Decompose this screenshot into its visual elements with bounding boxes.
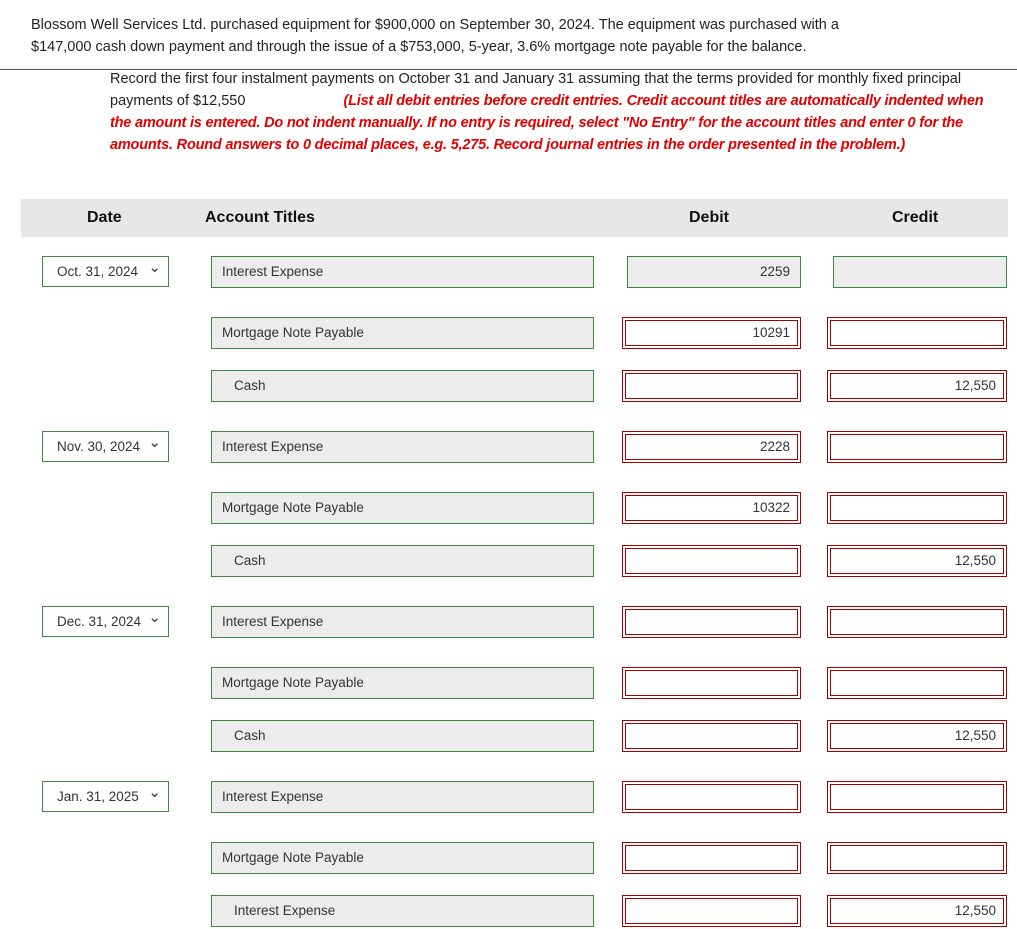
journal-row bbox=[0, 781, 1017, 815]
date-select-value: Oct. 31, 2024 bbox=[57, 264, 139, 279]
debit-amount-value: 10291 bbox=[625, 320, 798, 346]
debit-amount-input[interactable] bbox=[622, 492, 801, 524]
header-account-titles: Account Titles bbox=[205, 209, 315, 226]
journal-row bbox=[0, 895, 1017, 929]
account-title-input[interactable]: Interest Expense bbox=[211, 781, 594, 813]
account-title-input[interactable]: Mortgage Note Payable bbox=[211, 842, 594, 874]
credit-amount-value bbox=[830, 784, 1004, 810]
header-debit: Debit bbox=[689, 209, 729, 226]
date-select[interactable] bbox=[42, 431, 169, 462]
date-select-value: Jan. 31, 2025 bbox=[57, 789, 139, 804]
debit-amount-value: 10322 bbox=[625, 495, 798, 521]
credit-amount-value: 12,550 bbox=[830, 373, 1004, 399]
table-header bbox=[21, 199, 1008, 237]
account-title-input[interactable]: Interest Expense bbox=[211, 606, 594, 638]
credit-amount-input[interactable] bbox=[827, 842, 1007, 874]
debit-amount-input[interactable] bbox=[622, 317, 801, 349]
date-select[interactable] bbox=[42, 256, 169, 287]
debit-amount-input[interactable] bbox=[627, 256, 801, 288]
credit-amount-input[interactable] bbox=[833, 256, 1007, 288]
credit-amount-input[interactable] bbox=[827, 667, 1007, 699]
debit-amount-value bbox=[625, 845, 798, 871]
credit-amount-value: 12,550 bbox=[830, 898, 1004, 924]
debit-amount-value: 2259 bbox=[759, 264, 790, 279]
debit-amount-value bbox=[625, 548, 798, 574]
date-select-value: Dec. 31, 2024 bbox=[57, 614, 142, 629]
credit-amount-value bbox=[830, 609, 1004, 635]
debit-amount-input[interactable] bbox=[622, 842, 801, 874]
debit-amount-input[interactable] bbox=[622, 781, 801, 813]
debit-amount-input[interactable] bbox=[622, 431, 801, 463]
journal-row bbox=[0, 545, 1017, 579]
debit-amount-value bbox=[625, 373, 798, 399]
credit-amount-value bbox=[830, 495, 1004, 521]
credit-amount-input[interactable] bbox=[827, 317, 1007, 349]
debit-amount-value bbox=[625, 670, 798, 696]
chevron-down-icon: ⌄ bbox=[148, 434, 161, 451]
debit-amount-value bbox=[625, 784, 798, 810]
journal-row bbox=[0, 667, 1017, 701]
journal-row bbox=[0, 720, 1017, 754]
chevron-down-icon: ⌄ bbox=[148, 609, 161, 626]
debit-amount-input[interactable] bbox=[622, 606, 801, 638]
date-select-value: Nov. 30, 2024 bbox=[57, 439, 141, 454]
debit-amount-input[interactable] bbox=[622, 667, 801, 699]
header-date: Date bbox=[87, 209, 122, 226]
journal-row bbox=[0, 606, 1017, 640]
account-title-input[interactable]: Mortgage Note Payable bbox=[211, 667, 594, 699]
credit-amount-input[interactable] bbox=[827, 895, 1007, 927]
problem-line-2: $147,000 cash down payment and through the issue of a $753,000, 5-year, 3.6% mortgage note payable for the balance. bbox=[31, 39, 807, 55]
credit-amount-value: 12,550 bbox=[830, 723, 1004, 749]
date-select[interactable] bbox=[42, 781, 169, 812]
journal-row bbox=[0, 431, 1017, 465]
debit-amount-value bbox=[625, 723, 798, 749]
date-select[interactable] bbox=[42, 606, 169, 637]
account-title-input[interactable]: Interest Expense bbox=[211, 256, 594, 288]
journal-row bbox=[0, 256, 1017, 290]
account-title-input[interactable]: Cash bbox=[211, 720, 594, 752]
instructions-text: Record the first four instalment payments on October 31 and January 31 assuming that the terms provided for monthly fixed principal payments of $12,550 bbox=[110, 71, 962, 109]
account-title-input[interactable]: Mortgage Note Payable bbox=[211, 492, 594, 524]
journal-row bbox=[0, 370, 1017, 404]
debit-amount-input[interactable] bbox=[622, 895, 801, 927]
account-title-input[interactable]: Mortgage Note Payable bbox=[211, 317, 594, 349]
instructions bbox=[110, 68, 1005, 156]
credit-amount-input[interactable] bbox=[827, 781, 1007, 813]
account-title-input[interactable]: Interest Expense bbox=[211, 895, 594, 927]
debit-amount-value bbox=[625, 898, 798, 924]
credit-amount-input[interactable] bbox=[827, 431, 1007, 463]
debit-amount-value: 2228 bbox=[625, 434, 798, 460]
account-title-input[interactable]: Cash bbox=[211, 370, 594, 402]
debit-amount-input[interactable] bbox=[622, 720, 801, 752]
credit-amount-value bbox=[830, 320, 1004, 346]
account-title-input[interactable]: Cash bbox=[211, 545, 594, 577]
debit-amount-value bbox=[625, 609, 798, 635]
journal-row bbox=[0, 842, 1017, 876]
journal-row bbox=[0, 492, 1017, 526]
problem-line-1: Blossom Well Services Ltd. purchased equipment for $900,000 on September 30, 2024. The equipment was purchased with a bbox=[31, 17, 839, 33]
credit-amount-input[interactable] bbox=[827, 492, 1007, 524]
chevron-down-icon: ⌄ bbox=[148, 259, 161, 276]
credit-amount-value bbox=[830, 434, 1004, 460]
credit-amount-value bbox=[830, 845, 1004, 871]
instructions-note: (List all debit entries before credit entries. Credit account titles are automatically indented when the amount is entered. Do not indent manually. If no entry is required, select "No Entry" for the account titles and enter 0 for the amounts. Round answers to 0 decimal places, e.g. 5,275. Record journal entries in the order presented in the problem.) bbox=[110, 93, 984, 153]
credit-amount-value bbox=[830, 670, 1004, 696]
account-title-input[interactable]: Interest Expense bbox=[211, 431, 594, 463]
credit-amount-input[interactable] bbox=[827, 545, 1007, 577]
credit-amount-input[interactable] bbox=[827, 370, 1007, 402]
debit-amount-input[interactable] bbox=[622, 370, 801, 402]
credit-amount-value: 12,550 bbox=[830, 548, 1004, 574]
problem-statement bbox=[31, 14, 991, 58]
credit-amount-input[interactable] bbox=[827, 606, 1007, 638]
credit-amount-input[interactable] bbox=[827, 720, 1007, 752]
header-credit: Credit bbox=[892, 209, 939, 226]
debit-amount-input[interactable] bbox=[622, 545, 801, 577]
journal-row bbox=[0, 317, 1017, 351]
chevron-down-icon: ⌄ bbox=[148, 784, 161, 801]
